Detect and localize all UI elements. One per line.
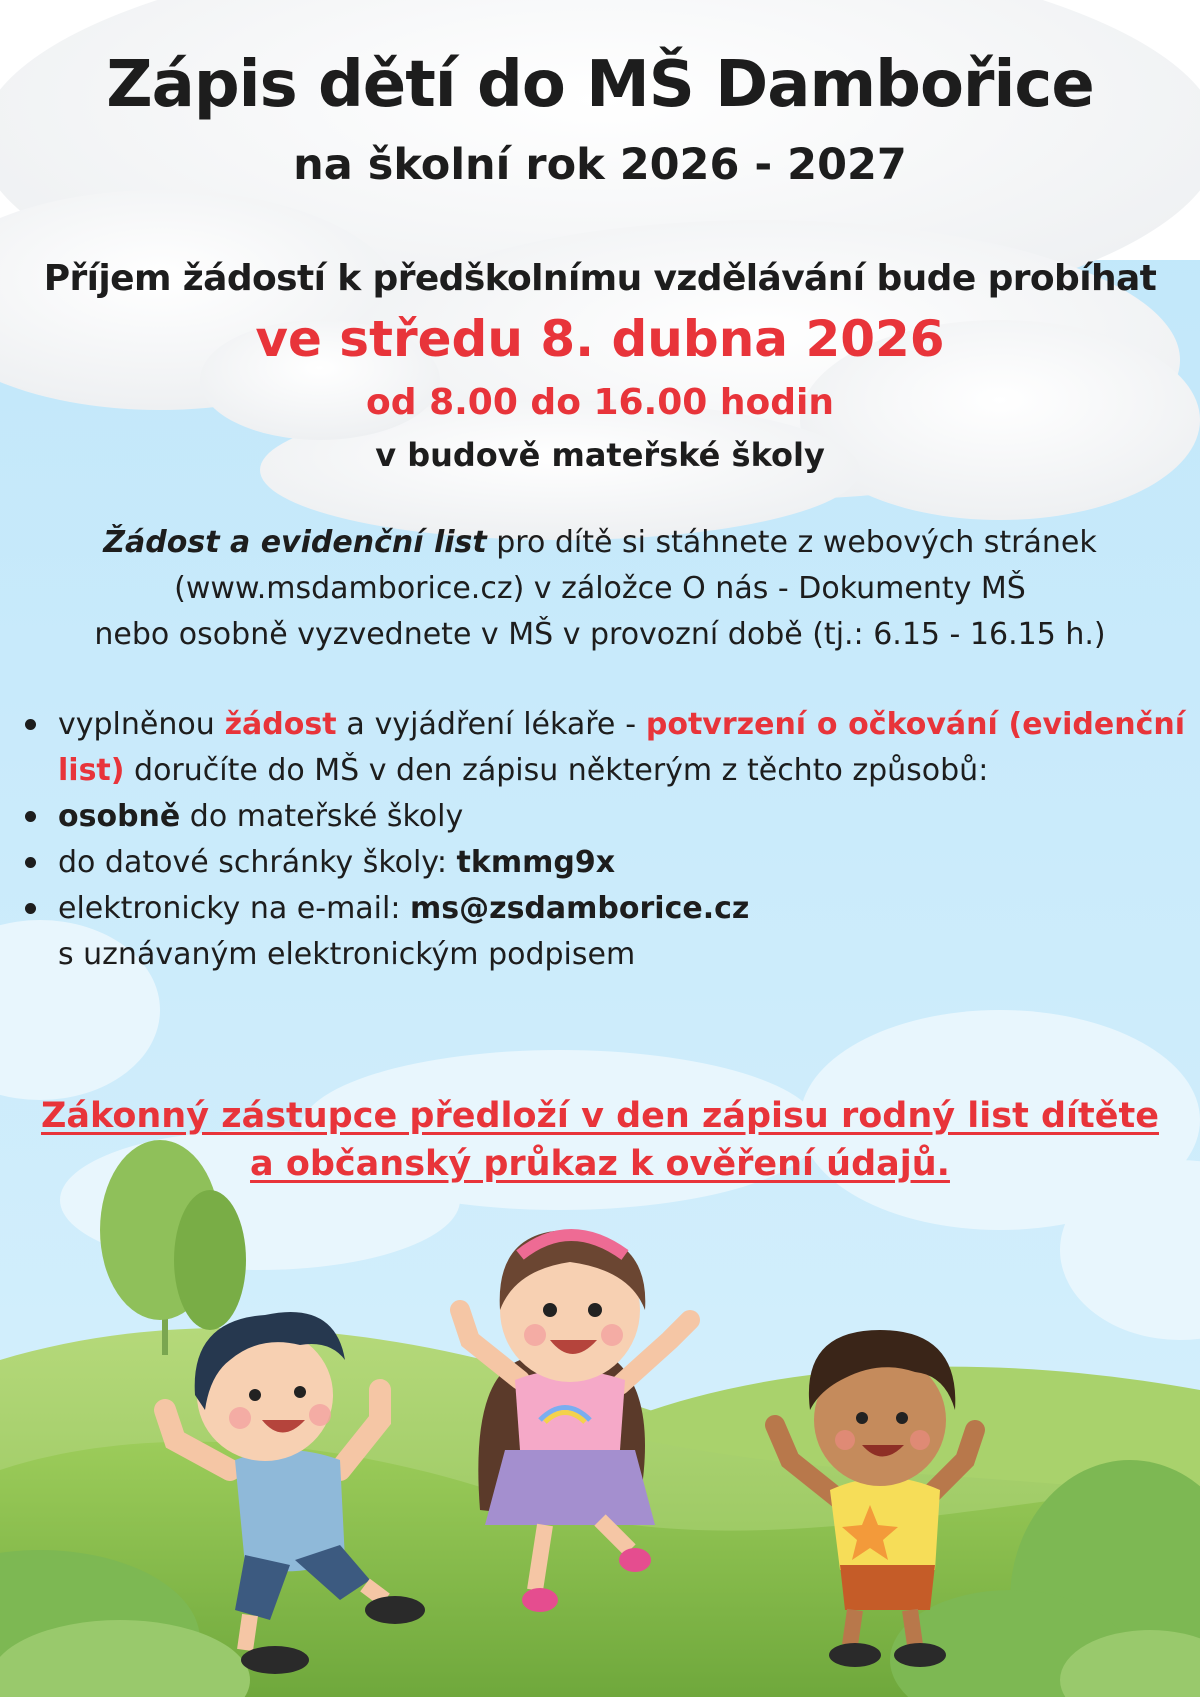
list-item: [58, 886, 1185, 978]
note-line-1: Zákonný zástupce předloží v den zápisu rodný list dítěte: [41, 1096, 1159, 1136]
note-line-2: a občanský průkaz k ověření údajů.: [250, 1144, 950, 1184]
page-subtitle: na školní rok 2026 - 2027: [293, 140, 907, 190]
list-text: a vyjádření lékaře -: [336, 707, 646, 742]
vaccination-highlight: potvrzení o očkování (evidenční list): [58, 707, 1186, 788]
list-bold: osobně: [58, 799, 181, 834]
list-item: [58, 702, 1185, 794]
list-text: elektronicky na e-mail:: [58, 891, 410, 926]
documents-line-2: (www.msdamborice.cz) v záložce O nás - Dokumenty MŠ: [174, 571, 1026, 606]
enrollment-time: od 8.00 do 16.00 hodin: [366, 382, 834, 423]
list-text: do mateřské školy: [180, 799, 464, 834]
data-box-id: tkmmg9x: [456, 845, 616, 880]
documents-line-3: nebo osobně vyzvednete v MŠ v provozní době (tj.: 6.15 - 16.15 h.): [94, 617, 1106, 652]
documents-line-1: [40, 520, 1160, 566]
documents-lead: Žádost a evidenční list: [103, 525, 487, 560]
page-title: Zápis dětí do MŠ Dambořice: [106, 48, 1094, 122]
documents-lead-rest: pro dítě si stáhnete z webových stránek: [486, 525, 1097, 560]
email-address: ms@zsdamborice.cz: [410, 891, 750, 926]
documents-info: [40, 520, 1160, 658]
list-text: doručíte do MŠ v den zápisu některým z těchto způsobů:: [124, 753, 989, 788]
legal-guardian-note: [0, 1092, 1200, 1188]
list-item: [58, 840, 1185, 886]
intro-text: Příjem žádostí k předškolnímu vzdělávání bude probíhat: [43, 258, 1157, 299]
list-item: [58, 794, 1185, 840]
application-highlight: žádost: [224, 707, 337, 742]
list-text: s uznávaným elektronickým podpisem: [58, 937, 636, 972]
enrollment-place: v budově mateřské školy: [375, 436, 825, 474]
submission-methods-list: [0, 702, 1185, 978]
list-text: do datové schránky školy:: [58, 845, 457, 880]
enrollment-date: ve středu 8. dubna 2026: [255, 310, 945, 368]
list-text: vyplněnou: [58, 707, 225, 742]
